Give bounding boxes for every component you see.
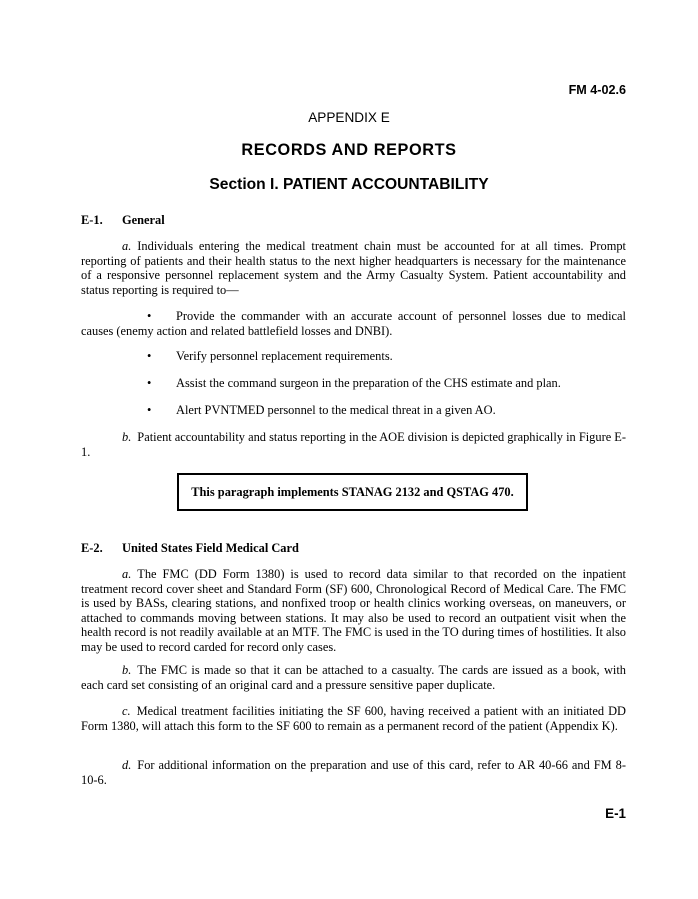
paragraph-label: d. <box>122 758 132 772</box>
paragraph-label: a. <box>122 239 132 253</box>
bullet-text: Provide the commander with an accurate account of personnel losses due to medical causes (enemy action and related battlefield losses and DNBI). <box>81 309 626 338</box>
paragraph-text: For additional information on the preparation and use of this card, refer to AR 40-66 and FM 8-10-6. <box>81 758 626 787</box>
bullet-item <box>81 309 626 338</box>
paragraph-label: b. <box>122 663 132 677</box>
paragraph-label: b. <box>122 430 132 444</box>
section-heading-e1 <box>81 213 165 228</box>
paragraph-e1-b <box>81 430 626 459</box>
stanag-notice-box <box>177 473 528 511</box>
manual-id: FM 4-02.6 <box>568 83 626 97</box>
heading-text: General <box>122 213 165 227</box>
page-title: RECORDS AND REPORTS <box>241 141 457 159</box>
paragraph-text: Medical treatment facilities initiating the SF 600, having received a patient with an initiated DD Form 1380, will attach this form to the SF 600 to remain as a permanent record of the patient (Appendix K). <box>81 704 626 733</box>
bullet-item <box>81 403 626 418</box>
paragraph-e1-a <box>81 239 626 297</box>
heading-number: E-2. <box>81 541 103 555</box>
bullet-text: Verify personnel replacement requirements. <box>176 349 393 363</box>
notice-text: This paragraph implements STANAG 2132 and QSTAG 470. <box>191 484 514 499</box>
paragraph-text: Individuals entering the medical treatment chain must be accounted for at all times. Prompt reporting of patients and their health status to the next higher headquarters is necessary for the maintenance of a responsive personnel replacement system and the Army Casualty System. Patient accountability and status reporting is required to— <box>81 239 626 297</box>
paragraph-label: c. <box>122 704 131 718</box>
heading-number: E-1. <box>81 213 103 227</box>
section-title: Section I. PATIENT ACCOUNTABILITY <box>209 176 489 193</box>
page-number: E-1 <box>605 806 626 821</box>
paragraph-label: a. <box>122 567 132 581</box>
bullet-item <box>81 349 626 364</box>
bullet-text: Alert PVNTMED personnel to the medical threat in a given AO. <box>176 403 496 417</box>
bullet-text: Assist the command surgeon in the preparation of the CHS estimate and plan. <box>176 376 561 390</box>
paragraph-e2-d <box>81 758 626 787</box>
paragraph-e2-a <box>81 567 626 655</box>
bullet-item <box>81 376 626 391</box>
heading-text: United States Field Medical Card <box>122 541 299 555</box>
bullet-icon: • <box>147 349 152 363</box>
paragraph-e2-b <box>81 663 626 692</box>
paragraph-text: The FMC (DD Form 1380) is used to record data similar to that recorded on the inpatient treatment record cover sheet and Standard Form (SF) 600, Chronological Record of Medical Care. The FMC is used by BASs, clearing stations, and nonfixed troop or health clinics working overseas, on maneuvers, or attached to commands moving between stations. It may also be used to record an outpatient visit when the health record is not readily available at an MTF. The FMC is used in the TO during times of hostilities. It also may be used to record carded for record only cases. <box>81 567 626 654</box>
paragraph-e2-c <box>81 704 626 733</box>
paragraph-text: The FMC is made so that it can be attached to a casualty. The cards are issued as a book, with each card set consisting of an original card and a pressure sensitive paper duplicate. <box>81 663 626 692</box>
section-heading-e2 <box>81 541 299 556</box>
paragraph-text: Patient accountability and status reporting in the AOE division is depicted graphically in Figure E-1. <box>81 430 626 459</box>
appendix-label: APPENDIX E <box>308 110 390 125</box>
bullet-icon: • <box>147 376 152 390</box>
bullet-icon: • <box>147 403 152 417</box>
bullet-icon: • <box>147 309 152 323</box>
